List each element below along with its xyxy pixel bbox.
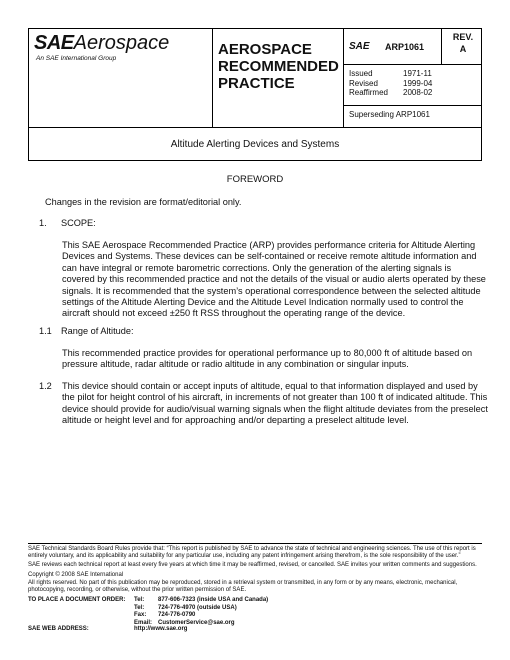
header-divider [212, 28, 213, 128]
logo-sae-text: SAE [34, 32, 74, 54]
sae-mini-logo: SAE [349, 41, 370, 52]
document-number: ARP1061 [385, 42, 425, 52]
order-label: TO PLACE A DOCUMENT ORDER: [28, 597, 126, 603]
document-type-line: PRACTICE [218, 75, 295, 92]
issued-label: Issued [349, 69, 373, 78]
section-number: 1.1 [39, 326, 52, 336]
foreword-heading: FOREWORD [226, 174, 284, 185]
contact-label: Email: [134, 619, 153, 626]
revision-value: A [459, 44, 467, 54]
header-divider [343, 64, 482, 65]
footer-rights: All rights reserved. No part of this publication may be reproduced, stored in a retrieval system or transmitted, in any form or by any means, electronic, mechanical, photocopying, recording, or otherwise, without the prior written permission of SAE. [28, 580, 458, 594]
document-title: Altitude Alerting Devices and Systems [170, 139, 340, 150]
web-address-link[interactable]: http://www.sae.org [134, 626, 188, 632]
document-type [218, 41, 339, 92]
section-number: 1.2 [39, 381, 52, 391]
footer-rules: SAE Technical Standards Board Rules provide that: “This report is published by SAE to advance the state of technical and engineering sciences. The use of this report is entirely voluntary, and its applicability and suitability for any particular use, including any patent infringement arising therefrom, is the sole responsibility of the user.” [28, 546, 476, 560]
web-address-label: SAE WEB ADDRESS: [28, 626, 89, 632]
range-paragraph: This recommended practice provides for operational performance up to 80,000 ft of altitude based on pressure altitude, radar altitude or radio altitude in any combination or singular inputs. [62, 348, 473, 370]
superseding-note: Superseding ARP1061 [349, 110, 430, 119]
footer-review: SAE reviews each technical report at least every five years at which time it may be reaffirmed, revised, or cancelled. SAE invites your written comments and suggestions. [28, 562, 477, 568]
reaffirmed-label: Reaffirmed [349, 88, 388, 97]
issued-date: 1971-11 [403, 69, 432, 78]
contact-value: 724-776-4970 (outside USA) [158, 604, 237, 611]
scope-paragraph: This SAE Aerospace Recommended Practice (ARP) provides performance criteria for Altitude Alerting Devices and Systems. These devices can be self-contained or receive remote altitude information and can have integral or remote barometric corrections. Only the generation of the alerting signals is covered by this recommended practice and not the details of the visual or audio alerts operated by these signals. It is recommended that the system’s operational correspondence between the selected altitude settings of the Altitude Alerting Device and the Altitude Level Indication normally used to control the aircraft should not exceed ±250 ft RSS throughout the operating range of the device. [62, 240, 486, 319]
document-type-line: AEROSPACE [218, 41, 312, 58]
logo-subtitle: An SAE International Group [36, 55, 117, 62]
revised-date: 1999-04 [403, 78, 433, 88]
reaffirmed-date: 2008-02 [403, 88, 433, 97]
logo-aerospace-text: Aerospace [73, 32, 170, 54]
contact-value: 877-606-7323 (inside USA and Canada) [158, 597, 269, 603]
revision-label: REV. [452, 32, 474, 42]
revised-label: Revised [349, 78, 378, 88]
contact-label: Tel: [134, 604, 145, 611]
header-divider [343, 105, 482, 106]
device-paragraph: This device should contain or accept inputs of altitude, equal to that information displayed and used by the pilot for height control of his aircraft, in increments of not greater than 100 ft of indicated altitude. This device should provide for audio/visual warning signals when the flight altitude deviates from the preselect altitude or height level and for approaching and/or departing a preselect altitude level. [62, 381, 488, 426]
header-divider [343, 28, 344, 128]
section-number: 1. [39, 218, 47, 228]
section-heading: SCOPE: [61, 218, 96, 228]
contact-value: 724-776-0790 [158, 612, 196, 618]
footer-copyright: Copyright © 2008 SAE International [28, 572, 124, 578]
foreword-text: Changes in the revision are format/editorial only. [45, 197, 242, 207]
contact-label: Tel: [134, 597, 145, 603]
header-divider [441, 28, 442, 64]
sae-aerospace-logo [34, 33, 169, 53]
contact-label: Fax: [134, 612, 147, 618]
section-heading: Range of Altitude: [61, 326, 134, 336]
document-type-line: RECOMMENDED [218, 58, 339, 75]
footer-divider [28, 543, 482, 544]
email-link[interactable]: CustomerService@sae.org [158, 619, 235, 626]
